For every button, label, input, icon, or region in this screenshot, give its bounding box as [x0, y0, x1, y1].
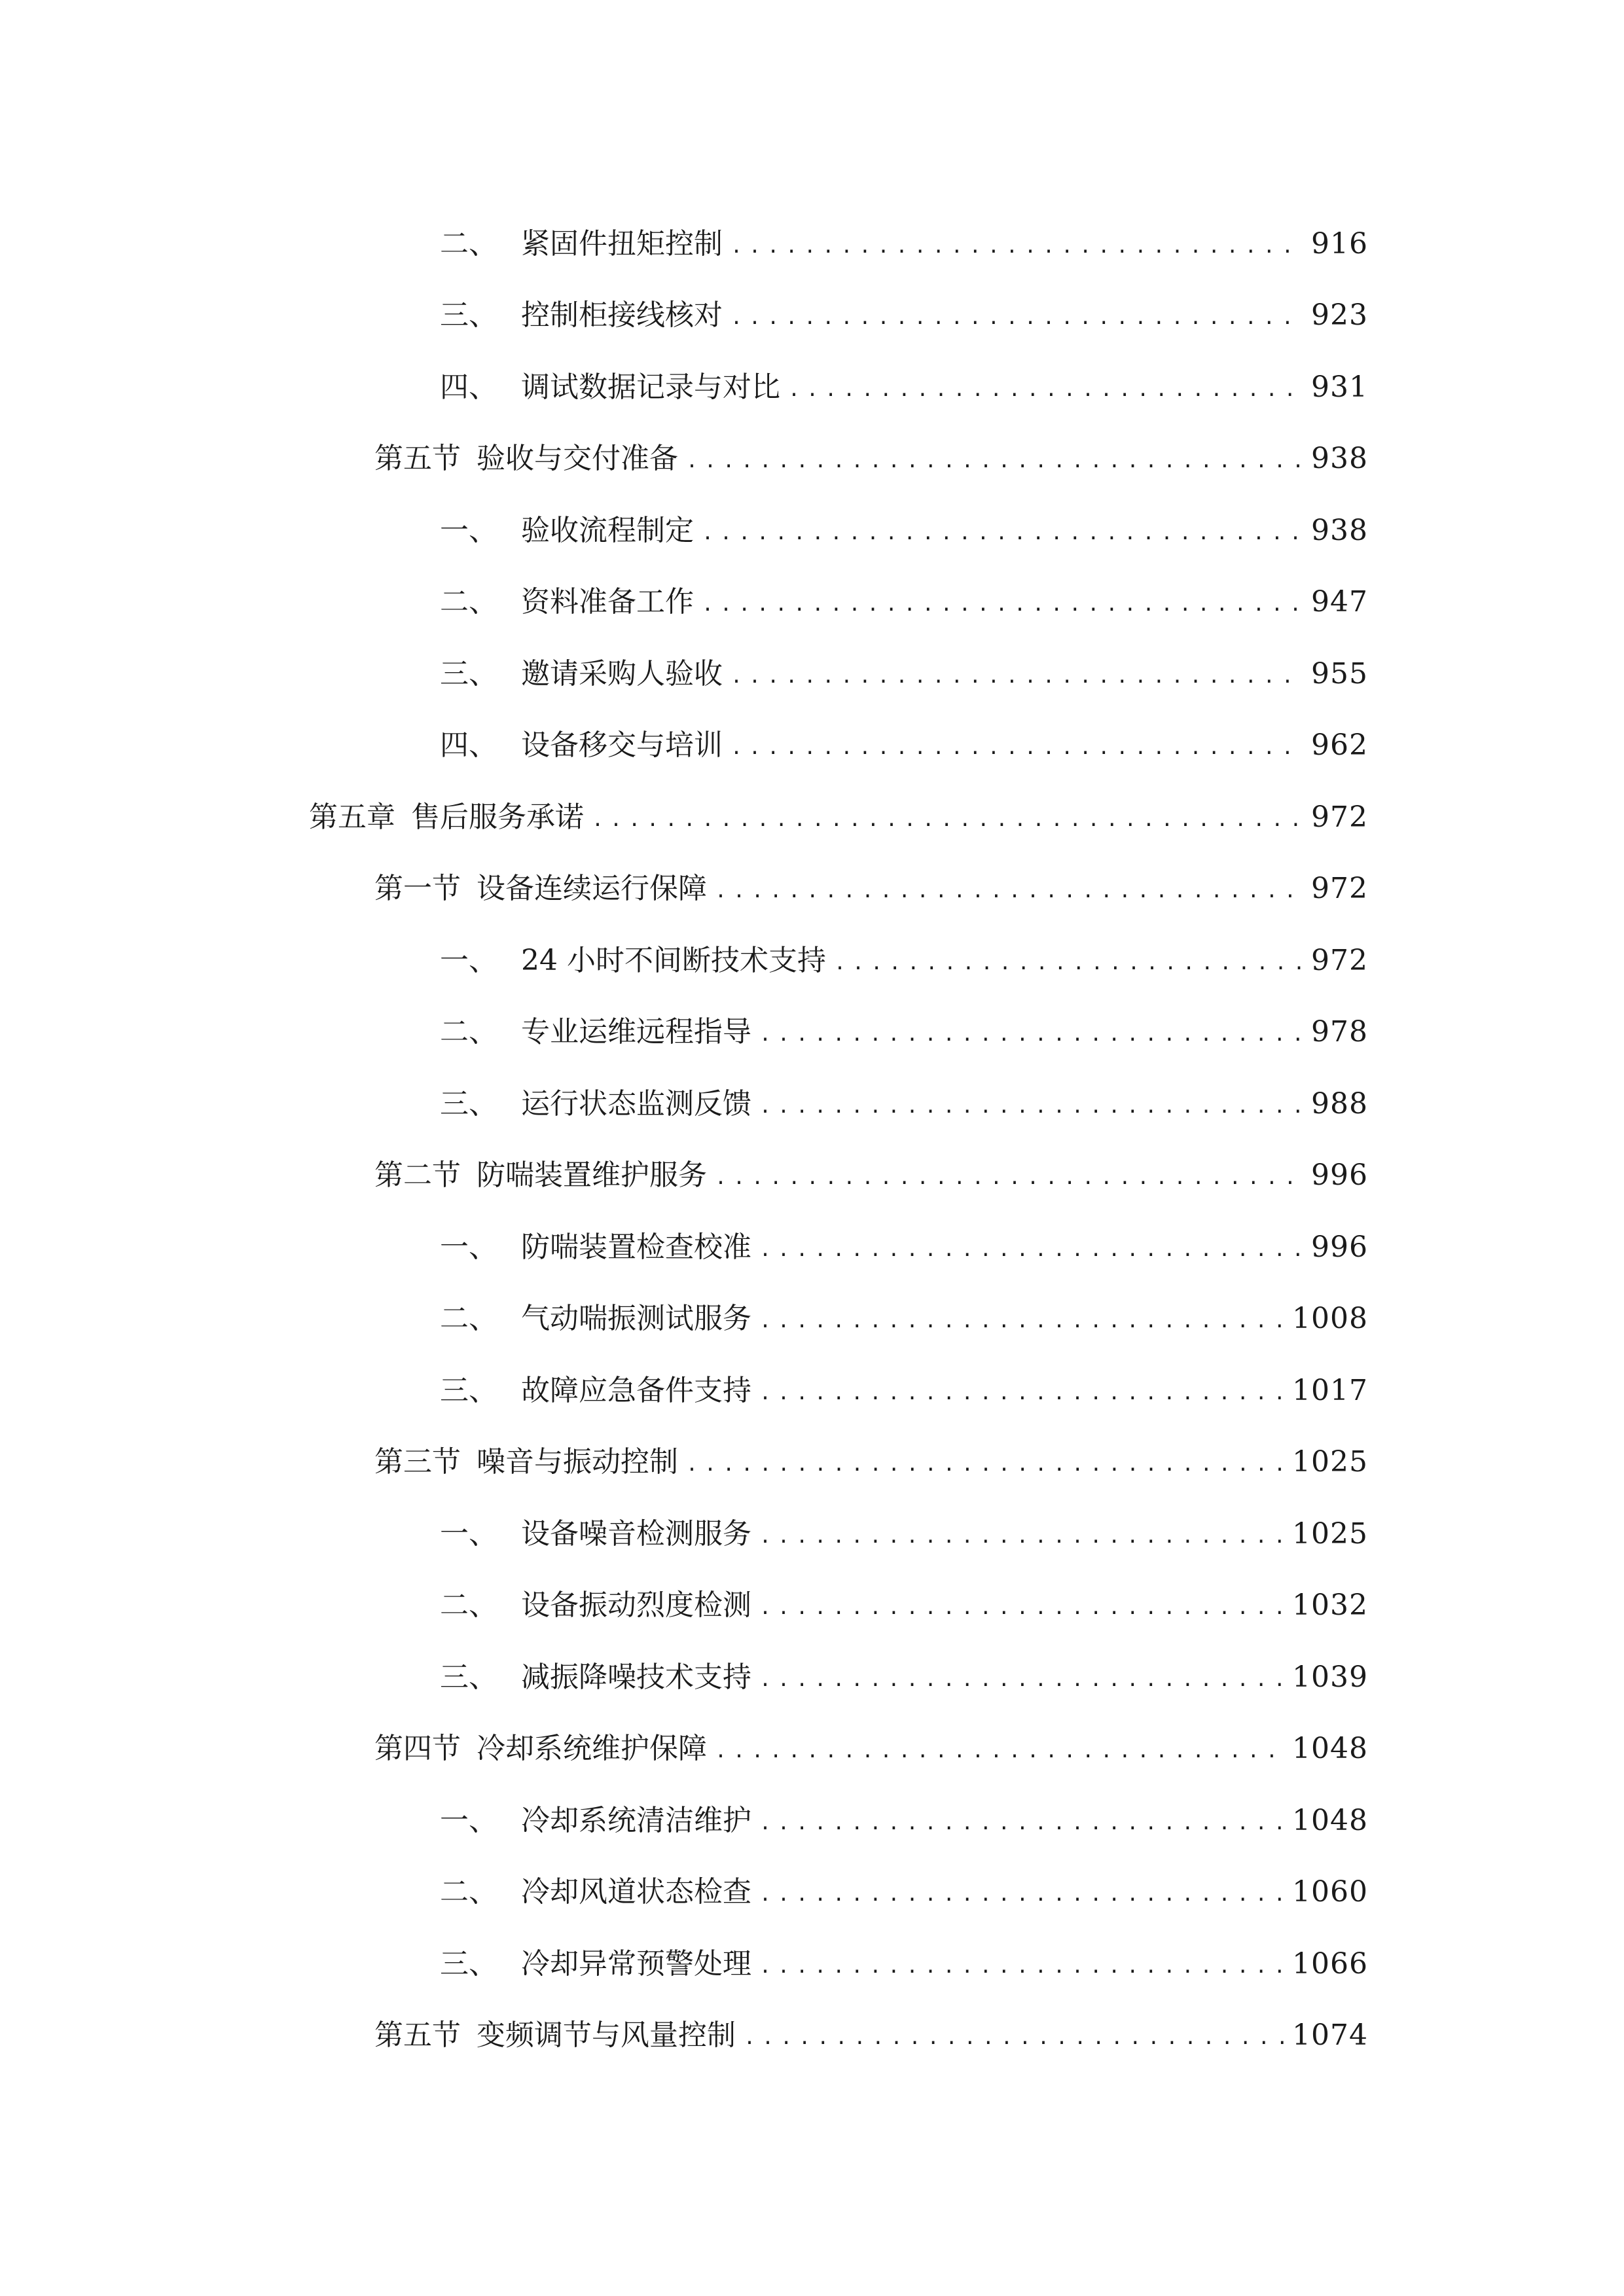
toc-entry-number: 第五章	[309, 800, 395, 834]
toc-entry-page-number: 1008	[1292, 1302, 1368, 1336]
dot-leader	[759, 1312, 1286, 1331]
toc-entry-number: 第四节	[374, 1732, 461, 1766]
toc-entry-label	[440, 226, 723, 260]
dot-leader	[759, 1527, 1286, 1547]
toc-entry-label	[440, 1660, 751, 1694]
toc-entry-title: 冷却异常预警处理	[521, 1946, 751, 1981]
toc-entry-item[interactable]	[0, 997, 1368, 1069]
dot-leader	[715, 1168, 1305, 1188]
toc-entry-label	[440, 1373, 751, 1407]
dot-leader	[731, 237, 1305, 257]
toc-entry-item[interactable]	[0, 1641, 1368, 1713]
dot-leader	[759, 1885, 1286, 1905]
dot-leader	[715, 1742, 1286, 1761]
toc-entry-title: 24 小时不间断技术支持	[521, 943, 826, 977]
toc-entry-title: 验收与交付准备	[477, 442, 678, 476]
toc-entry-item[interactable]	[0, 1785, 1368, 1857]
toc-entry-number: 一、	[440, 943, 497, 977]
dot-leader	[759, 1384, 1286, 1403]
toc-entry-number: 一、	[440, 1516, 497, 1551]
toc-entry-number: 一、	[440, 1803, 497, 1837]
toc-entry-number: 一、	[440, 513, 497, 547]
dot-leader	[592, 810, 1305, 830]
toc-entry-page-number: 1048	[1292, 1803, 1368, 1837]
toc-entry-item[interactable]	[0, 1211, 1368, 1283]
toc-entry-title: 邀请采购人验收	[521, 656, 723, 691]
toc-entry-title: 故障应急备件支持	[521, 1373, 751, 1407]
toc-entry-page-number: 947	[1311, 585, 1368, 619]
toc-entry-title: 设备移交与培训	[521, 728, 723, 762]
toc-entry-page-number: 938	[1311, 513, 1368, 547]
toc-entry-number: 四、	[440, 728, 497, 762]
dot-leader	[759, 1598, 1286, 1618]
dot-leader	[715, 882, 1305, 901]
toc-entry-page-number: 996	[1311, 1230, 1368, 1264]
toc-entry-page-number: 1025	[1292, 1516, 1368, 1551]
toc-entry-section[interactable]	[0, 2000, 1368, 2072]
toc-entry-title: 变频调节与风量控制	[477, 2018, 736, 2053]
toc-entry-number: 二、	[440, 585, 497, 619]
toc-entry-number: 第二节	[374, 1158, 461, 1193]
toc-entry-label	[309, 800, 584, 834]
toc-entry-label	[374, 1732, 707, 1766]
toc-entry-number: 二、	[440, 226, 497, 260]
toc-entry-page-number: 955	[1311, 656, 1368, 691]
toc-entry-label	[440, 1588, 751, 1623]
toc-entry-title: 紧固件扭矩控制	[521, 226, 723, 260]
dot-leader	[759, 1097, 1305, 1117]
table-of-contents	[0, 208, 1624, 2072]
toc-entry-number: 二、	[440, 1875, 497, 1909]
toc-entry-page-number: 978	[1311, 1015, 1368, 1049]
dot-leader	[702, 595, 1305, 615]
toc-entry-item[interactable]	[0, 1355, 1368, 1427]
toc-entry-label	[374, 442, 678, 476]
toc-entry-section[interactable]	[0, 853, 1368, 925]
toc-entry-title: 验收流程制定	[521, 513, 694, 547]
toc-entry-number: 二、	[440, 1302, 497, 1336]
toc-entry-number: 三、	[440, 1660, 497, 1694]
toc-entry-label	[440, 1946, 751, 1981]
dot-leader	[834, 954, 1305, 973]
toc-entry-title: 调试数据记录与对比	[521, 370, 780, 404]
toc-entry-chapter[interactable]	[0, 781, 1368, 853]
toc-entry-item[interactable]	[0, 280, 1368, 352]
toc-entry-title: 防喘装置维护服务	[477, 1158, 707, 1193]
toc-entry-title: 设备噪音检测服务	[521, 1516, 751, 1551]
toc-entry-section[interactable]	[0, 1140, 1368, 1212]
toc-entry-title: 售后服务承诺	[411, 800, 584, 834]
toc-entry-page-number: 972	[1311, 943, 1368, 977]
dot-leader	[759, 1814, 1286, 1833]
toc-entry-item[interactable]	[0, 1928, 1368, 2000]
toc-entry-number: 第五节	[374, 442, 461, 476]
toc-entry-item[interactable]	[0, 710, 1368, 782]
toc-entry-number: 第五节	[374, 2018, 461, 2053]
toc-entry-label	[440, 943, 826, 977]
toc-entry-page-number: 1074	[1292, 2018, 1368, 2053]
toc-entry-label	[440, 513, 694, 547]
toc-entry-title: 噪音与振动控制	[477, 1445, 678, 1479]
toc-entry-item[interactable]	[0, 1857, 1368, 1929]
dot-leader	[731, 308, 1305, 328]
toc-entry-number: 三、	[440, 656, 497, 691]
toc-entry-item[interactable]	[0, 1498, 1368, 1570]
toc-entry-title: 气动喘振测试服务	[521, 1302, 751, 1336]
toc-entry-number: 第三节	[374, 1445, 461, 1479]
dot-leader	[759, 1025, 1305, 1045]
toc-entry-label	[374, 1445, 678, 1479]
toc-entry-title: 冷却风道状态检查	[521, 1875, 751, 1909]
toc-entry-label	[440, 1875, 751, 1909]
toc-entry-title: 冷却系统维护保障	[477, 1732, 707, 1766]
toc-entry-page-number: 1039	[1292, 1660, 1368, 1694]
toc-entry-number: 四、	[440, 370, 497, 404]
toc-entry-title: 专业运维远程指导	[521, 1015, 751, 1049]
toc-entry-title: 运行状态监测反馈	[521, 1086, 751, 1121]
dot-leader	[686, 452, 1305, 471]
toc-entry-title: 冷却系统清洁维护	[521, 1803, 751, 1837]
toc-entry-section[interactable]	[0, 423, 1368, 495]
dot-leader	[759, 1240, 1305, 1260]
toc-entry-label	[440, 1803, 751, 1837]
toc-entry-page-number: 1032	[1292, 1588, 1368, 1623]
toc-entry-page-number: 1066	[1292, 1946, 1368, 1981]
toc-entry-title: 资料准备工作	[521, 585, 694, 619]
toc-entry-section[interactable]	[0, 1713, 1368, 1785]
toc-entry-title: 控制柜接线核对	[521, 298, 723, 332]
toc-entry-label	[440, 1302, 751, 1336]
toc-entry-label	[440, 728, 723, 762]
toc-entry-number: 三、	[440, 298, 497, 332]
toc-entry-page-number: 1017	[1292, 1373, 1368, 1407]
toc-entry-page-number: 988	[1311, 1086, 1368, 1121]
toc-entry-page-number: 938	[1311, 442, 1368, 476]
toc-entry-item[interactable]	[0, 638, 1368, 710]
toc-entry-section[interactable]	[0, 1427, 1368, 1499]
toc-entry-item[interactable]	[0, 925, 1368, 997]
toc-entry-title: 设备振动烈度检测	[521, 1588, 751, 1623]
dot-leader	[686, 1455, 1286, 1475]
toc-entry-label	[374, 2018, 736, 2053]
toc-entry-item[interactable]	[0, 351, 1368, 423]
toc-entry-label	[440, 1230, 751, 1264]
toc-entry-page-number: 1025	[1292, 1445, 1368, 1479]
toc-entry-number: 三、	[440, 1086, 497, 1121]
toc-entry-item[interactable]	[0, 1068, 1368, 1140]
toc-entry-page-number: 916	[1311, 226, 1368, 260]
toc-entry-label	[440, 656, 723, 691]
toc-entry-label	[374, 872, 707, 906]
toc-entry-page-number: 1060	[1292, 1875, 1368, 1909]
toc-entry-title: 减振降噪技术支持	[521, 1660, 751, 1694]
toc-entry-page-number: 972	[1311, 872, 1368, 906]
toc-entry-number: 一、	[440, 1230, 497, 1264]
toc-entry-label	[440, 298, 723, 332]
toc-entry-number: 二、	[440, 1015, 497, 1049]
toc-entry-label	[440, 1086, 751, 1121]
dot-leader	[788, 380, 1305, 400]
toc-entry-page-number: 962	[1311, 728, 1368, 762]
dot-leader	[731, 738, 1305, 758]
dot-leader	[759, 1670, 1286, 1690]
toc-entry-label	[440, 370, 780, 404]
dot-leader	[744, 2028, 1286, 2048]
toc-entry-label	[440, 585, 694, 619]
dot-leader	[702, 524, 1305, 543]
toc-entry-page-number: 972	[1311, 800, 1368, 834]
toc-entry-item[interactable]	[0, 1570, 1368, 1642]
toc-entry-label	[440, 1015, 751, 1049]
toc-entry-item[interactable]	[0, 1283, 1368, 1355]
toc-entry-page-number: 996	[1311, 1158, 1368, 1193]
toc-entry-number: 三、	[440, 1946, 497, 1981]
toc-entry-page-number: 1048	[1292, 1732, 1368, 1766]
toc-entry-number: 第一节	[374, 872, 461, 906]
dot-leader	[731, 667, 1305, 687]
toc-entry-label	[374, 1158, 707, 1193]
toc-entry-page-number: 923	[1311, 298, 1368, 332]
toc-entry-item[interactable]	[0, 208, 1368, 280]
toc-entry-item[interactable]	[0, 567, 1368, 639]
toc-entry-title: 设备连续运行保障	[477, 872, 707, 906]
toc-entry-item[interactable]	[0, 495, 1368, 567]
toc-entry-number: 二、	[440, 1588, 497, 1623]
toc-entry-number: 三、	[440, 1373, 497, 1407]
toc-entry-label	[440, 1516, 751, 1551]
toc-entry-title: 防喘装置检查校准	[521, 1230, 751, 1264]
dot-leader	[759, 1957, 1286, 1977]
toc-entry-page-number: 931	[1311, 370, 1368, 404]
